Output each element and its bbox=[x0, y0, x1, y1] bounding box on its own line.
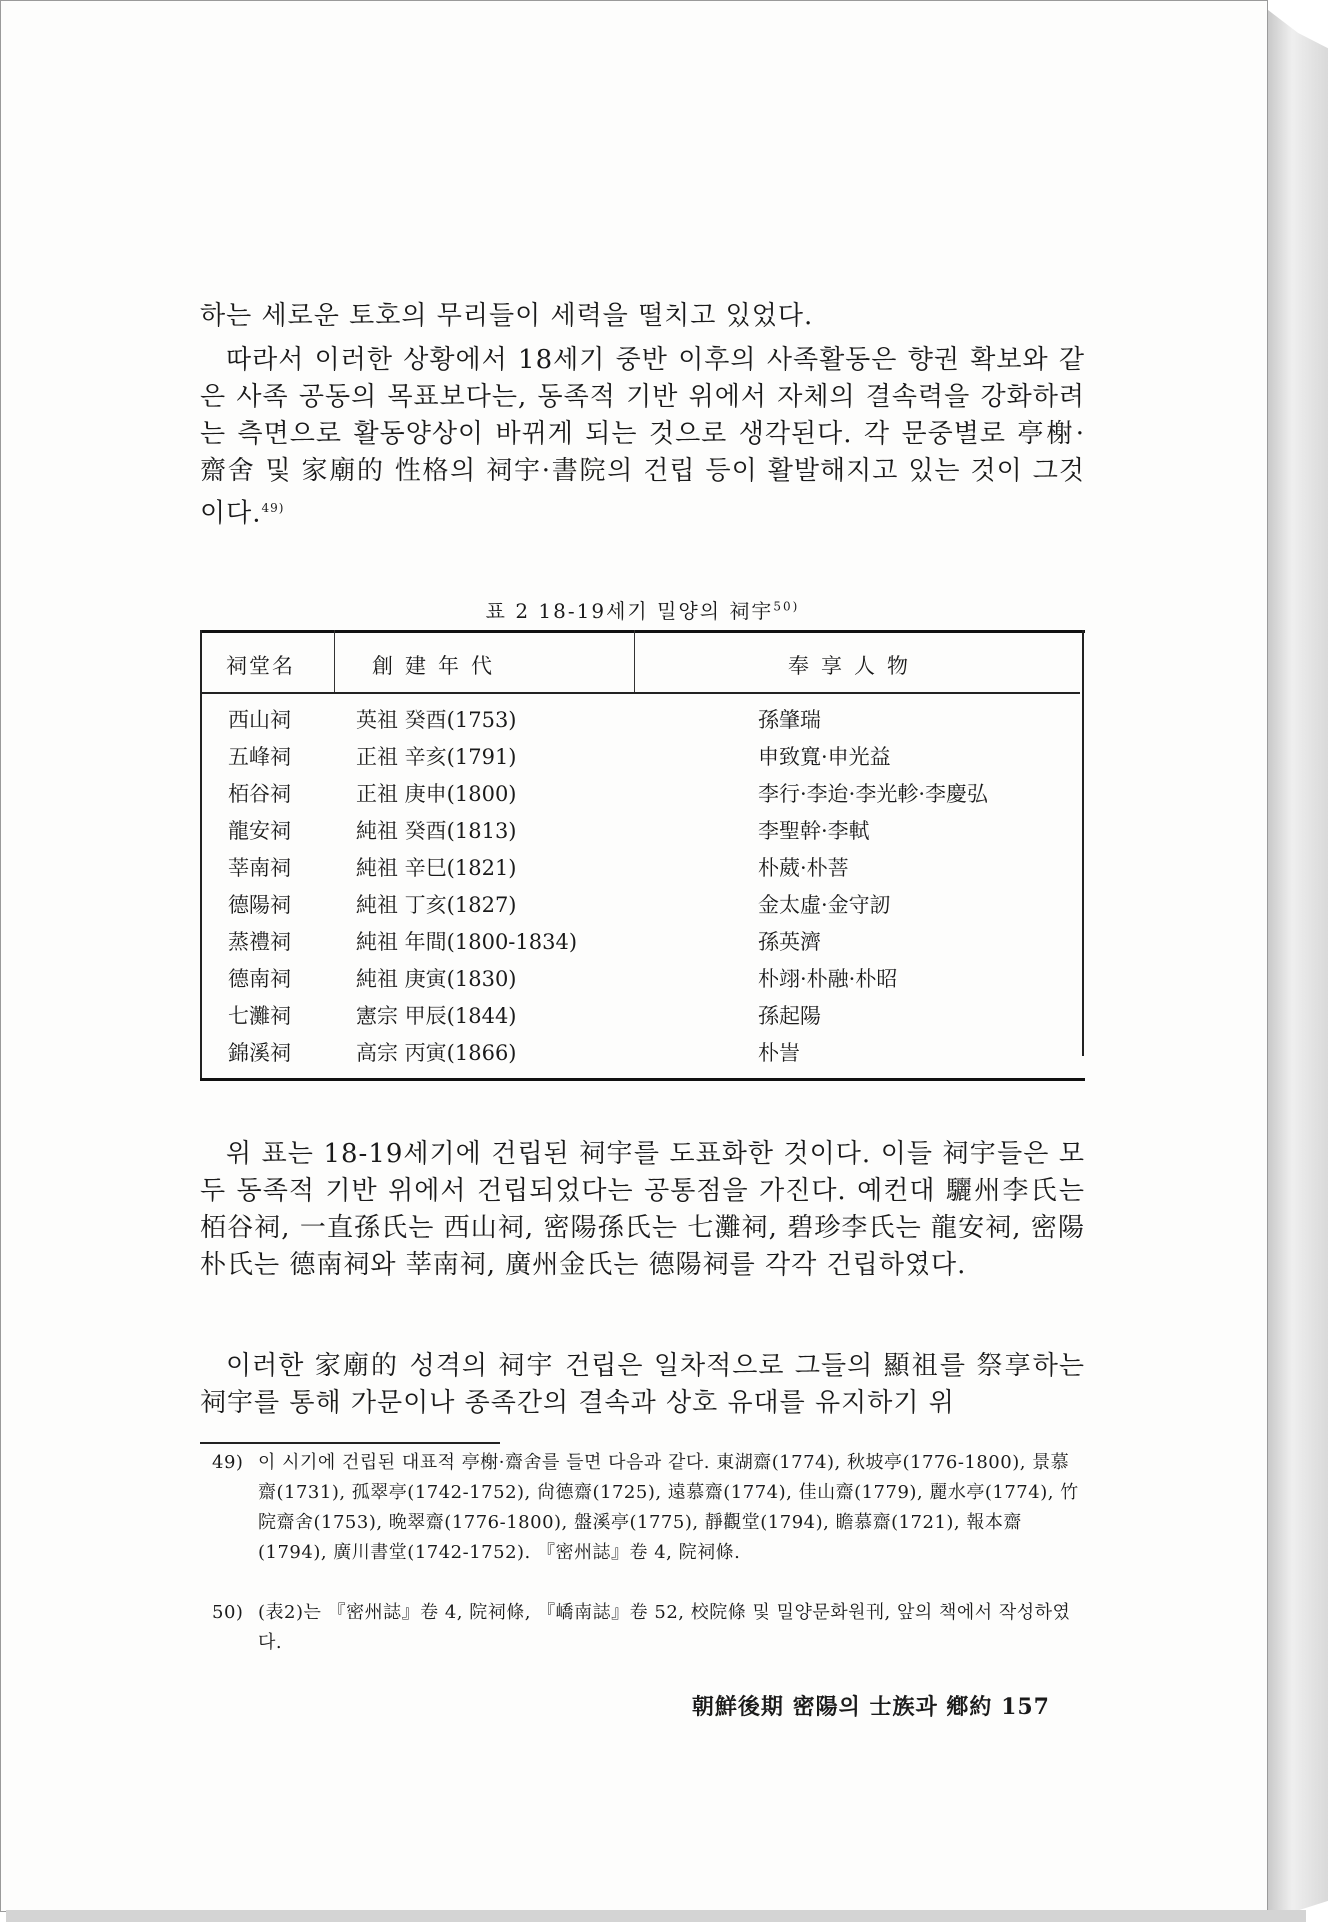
table-header-rule bbox=[200, 692, 1080, 694]
header-divider-1 bbox=[334, 630, 335, 692]
header-divider-2 bbox=[634, 630, 635, 692]
table-row: 五峰祠 正祖 辛亥(1791) 申致寬·申光益 bbox=[228, 745, 891, 769]
table-row: 蒸禮祠 純祖 年間(1800-1834) 孫英濟 bbox=[228, 930, 821, 954]
footnote-ref-50[interactable]: 50) bbox=[773, 599, 800, 614]
table-row: 德陽祠 純祖 丁亥(1827) 金太虛·金守訒 bbox=[228, 893, 891, 917]
table-row: 莘南祠 純祖 辛巳(1821) 朴葳·朴菩 bbox=[228, 856, 849, 880]
header-founding-era: 創建年代 bbox=[372, 654, 504, 678]
table-row: 西山祠 英祖 癸酉(1753) 孫肇瑞 bbox=[228, 708, 821, 732]
footnote-ref-49[interactable]: 49) bbox=[261, 501, 285, 515]
page-edge-bottom bbox=[6, 1910, 1306, 1922]
page-edge-right bbox=[1268, 10, 1328, 1920]
running-footer: 朝鮮後期 密陽의 士族과 鄕約 157 bbox=[691, 1694, 1050, 1720]
table-caption: 표 2 18-19세기 밀양의 祠宇$^{50)}$ bbox=[485, 599, 800, 623]
paragraph-1: 하는 세로운 토호의 무리들이 세력을 떨치고 있었다. bbox=[200, 301, 814, 331]
paragraph-4: 이러한 家廟的 성격의 祠宇 건립은 일차적으로 그들의 顯祖를 祭享하는 祠宇를 통해 가문이나 종족간의 결속과 상호 유대를 유지하기 위 bbox=[200, 1351, 1085, 1418]
table-row: 栢谷祠 正祖 庚申(1800) 李行·李迨·李光軫·李慶弘 bbox=[228, 782, 989, 806]
table-row: 龍安祠 純祖 癸酉(1813) 李聖幹·李軾 bbox=[228, 819, 870, 843]
table-row: 錦溪祠 高宗 丙寅(1866) 朴訔 bbox=[228, 1041, 800, 1065]
footnote-49: 49) 이 시기에 건립된 대표적 亭榭·齋舍를 들면 다음과 같다. 東湖齋(1774), 秋坡亭(1776-1800), 景慕齋(1731), 孤翠亭(1742-1752), 尙德齋(1725), 遠慕齋(1774), 佳山齋(1779), 麗水亭(1774), 竹院齋舍(1753), 晩翠齋(1776-1800), 盤溪亭(1775), 靜觀堂(1794), 瞻慕齋(1721), 報本齋(1794), 廣川書堂(1742-1752). 『密州誌』卷 4, 院祠條. bbox=[212, 1452, 1079, 1563]
table-row: 德南祠 純祖 庚寅(1830) 朴翊·朴融·朴昭 bbox=[228, 967, 898, 991]
table-bottom-rule bbox=[200, 1078, 1085, 1081]
header-enshrined-persons: 奉享人物 bbox=[788, 654, 920, 678]
header-shrine-name: 祠堂名 bbox=[226, 654, 295, 678]
paragraph-3: 위 표는 18-19세기에 건립된 祠宇를 도표화한 것이다. 이들 祠宇들은 모두 동족적 기반 위에서 건립되었다는 공통점을 가진다. 예컨대 驪州李氏는 栢谷祠, 一直孫氏는 西山祠, 密陽孫氏는 七灘祠, 碧珍李氏는 龍安祠, 密陽朴氏는 德南祠와 莘南祠, 廣州金氏는 德陽祠를 각각 건립하였다. bbox=[200, 1139, 1085, 1280]
table-row: 七灘祠 憲宗 甲辰(1844) 孫起陽 bbox=[228, 1004, 821, 1028]
footnote-50: 50) (表2)는 『密州誌』卷 4, 院祠條, 『嶠南誌』卷 52, 校院條 및 밀양문화원刊, 앞의 책에서 작성하였다. bbox=[212, 1602, 1071, 1653]
table-body bbox=[200, 700, 1085, 1070]
footnote-rule bbox=[200, 1442, 500, 1444]
paragraph-2: 따라서 이러한 상황에서 18세기 중반 이후의 사족활동은 향권 확보와 같은 사족 공동의 목표보다는, 동족적 기반 위에서 자체의 결속력을 강화하려는 측면으로 활동양상이 바뀌게 되는 것으로 생각된다. 각 문중별로 亭榭·齋舍 및 家廟的 性格의 祠宇·書院의 건립 등이 활발해지고 있는 것이 그것이다.$^{49)}$ bbox=[200, 345, 1085, 529]
table-top-rule bbox=[200, 630, 1085, 633]
